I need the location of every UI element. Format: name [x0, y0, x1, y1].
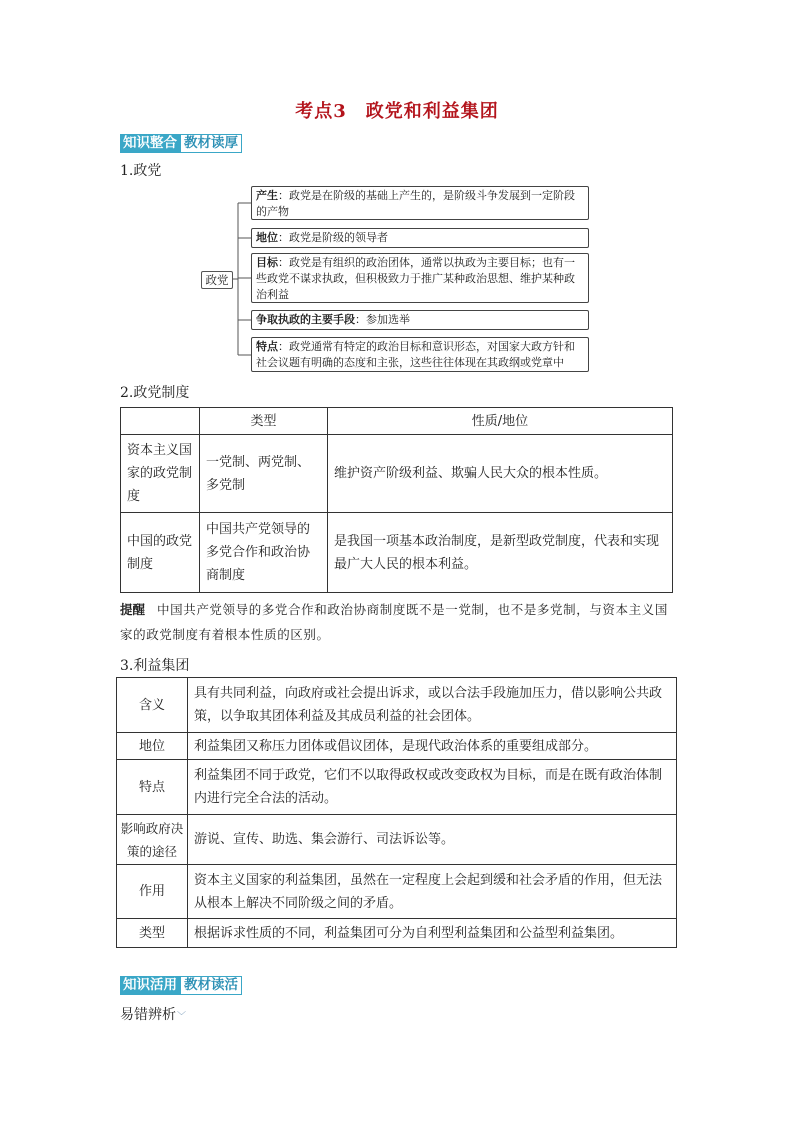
- node-text: ：参加选举: [355, 313, 410, 326]
- table-cell: 一党制、两党制、多党制: [200, 435, 328, 513]
- node-label: 产生: [256, 189, 278, 202]
- node-text: ：政党是在阶级的基础上产生的，是阶级斗争发展到一定阶段的产物: [256, 189, 575, 218]
- node-text: ：政党是有组织的政治团体，通常以执政为主要目标；也有一些政党不谋求执政，但积极致力于推广某种政治思想、维护某种政治利益: [256, 256, 575, 301]
- party-system-table: [120, 407, 673, 593]
- table-row-label: 作用: [117, 865, 188, 919]
- table-cell: 是我国一项基本政治制度，是新型政党制度，代表和实现最广大人民的根本利益。: [328, 513, 673, 593]
- tree-node-origin: [251, 186, 589, 220]
- section-heading-party-system: 2.政党制度: [120, 385, 190, 401]
- table-row: [121, 513, 673, 593]
- node-label: 目标: [256, 256, 278, 269]
- table-cell: 具有共同利益，向政府或社会提出诉求，或以合法手段施加压力，借以影响公共政策，以争取其团体利益及其成员利益的社会团体。: [188, 678, 677, 733]
- tree-node-feature: [251, 337, 589, 372]
- table-cell: 中国的政党制度: [121, 513, 200, 593]
- section-heading-party: 1.政党: [120, 163, 162, 179]
- table-row: [117, 733, 677, 760]
- table-row-label: 地位: [117, 733, 188, 760]
- tag-secondary: 教材读厚: [180, 134, 242, 153]
- table-cell: 维护资产阶级利益、欺骗人民大众的根本性质。: [328, 435, 673, 513]
- table-header-cell: 类型: [200, 408, 328, 435]
- table-row: [117, 760, 677, 815]
- table-cell: 资本主义国家的利益集团，虽然在一定程度上会起到缓和社会矛盾的作用，但无法从根本上解决不同阶级之间的矛盾。: [188, 865, 677, 919]
- table-row: [117, 865, 677, 919]
- page-title: 考点3 政党和利益集团: [295, 101, 499, 122]
- table-header-cell: 性质/地位: [328, 408, 673, 435]
- tree-node-goal: [251, 253, 589, 303]
- table-cell: 中国共产党领导的多党合作和政治协商制度: [200, 513, 328, 593]
- table-row-label: 影响政府决策的途径: [117, 815, 188, 865]
- node-text: ：政党是阶级的领导者: [278, 231, 388, 244]
- table-cell: 利益集团不同于政党，它们不以取得政权或改变政权为目标，而是在既有政治体制内进行完全合法的活动。: [188, 760, 677, 815]
- tag-secondary: 教材读活: [180, 976, 242, 995]
- table-header-cell: [121, 408, 200, 435]
- interest-group-table: [116, 677, 677, 948]
- section-heading-interest-groups: 3.利益集团: [120, 658, 190, 674]
- table-cell: 根据诉求性质的不同，利益集团可分为自利型利益集团和公益型利益集团。: [188, 919, 677, 948]
- reminder-note: [120, 597, 675, 647]
- tag-primary: 知识整合: [120, 134, 180, 153]
- node-label: 地位: [256, 231, 278, 244]
- table-row: [117, 919, 677, 948]
- table-row-label: 类型: [117, 919, 188, 948]
- node-label: 争取执政的主要手段: [256, 313, 355, 326]
- table-row-label: 特点: [117, 760, 188, 815]
- tag-primary: 知识活用: [120, 976, 180, 995]
- table-row: [117, 678, 677, 733]
- table-header-row: [121, 408, 673, 435]
- table-cell: 资本主义国家的政党制度: [121, 435, 200, 513]
- table-row-label: 含义: [117, 678, 188, 733]
- table-cell: 游说、宣传、助选、集会游行、司法诉讼等。: [188, 815, 677, 865]
- node-text: ：政党通常有特定的政治目标和意识形态，对国家大政方针和社会议题有明确的态度和主张，这些往往体现在其政纲或党章中: [256, 340, 575, 369]
- section-tag-apply: [120, 976, 242, 995]
- table-row: [121, 435, 673, 513]
- reminder-label: 提醒: [120, 602, 146, 617]
- chevron-down-icon: ﹀: [177, 1012, 187, 1022]
- node-label: 特点: [256, 340, 278, 353]
- reminder-text: 中国共产党领导的多党合作和政治协商制度既不是一党制，也不是多党制，与资本主义国家的政党制度有着根本性质的区别。: [120, 602, 668, 642]
- error-analysis-label: 易错辨析: [120, 1007, 176, 1023]
- error-analysis-heading: [120, 1004, 186, 1024]
- tree-root-party: 政党: [201, 271, 233, 289]
- table-cell: 利益集团又称压力团体或倡议团体，是现代政治体系的重要组成部分。: [188, 733, 677, 760]
- tree-node-status: [251, 228, 589, 248]
- table-row: [117, 815, 677, 865]
- tree-node-means: [251, 310, 589, 330]
